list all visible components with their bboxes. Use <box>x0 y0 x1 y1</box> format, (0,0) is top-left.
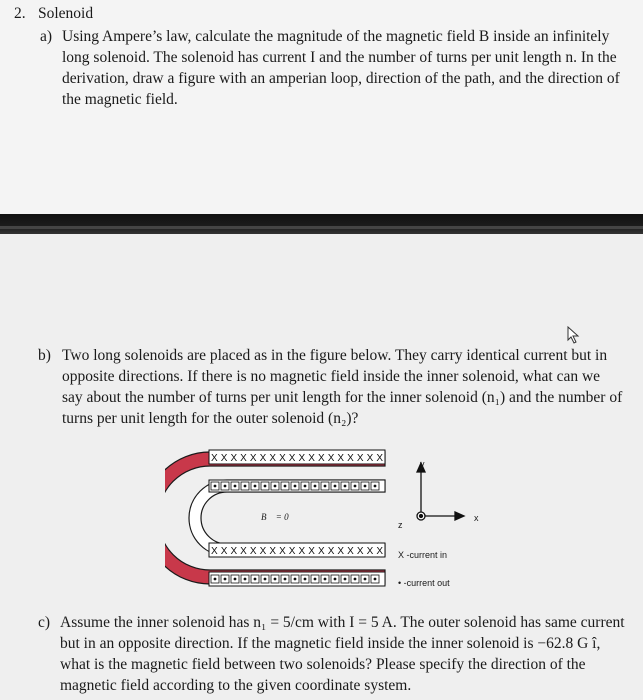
legend-current-out: • -current out <box>398 578 450 588</box>
part-a-text: Using Ampere’s law, calculate the magnitude of the magnetic field B inside an infinitely long solenoid. The solenoid has current I and the number of turns per unit length n. In the derivation, draw a figure with an amperian loop, direction of the path, and the direction of the magnetic field. <box>62 28 620 108</box>
part-b-text: Two long solenoids are placed as in the figure below. They carry identical current but in opposite directions. If there is no magnetic field inside the inner solenoid, what can we say about the number of turns per unit length for the inner solenoid (n₁) and the number of turns per unit length for the outer solenoid (n₂)? <box>62 347 623 427</box>
solenoid-figure <box>165 448 485 593</box>
axis-x-label: x <box>474 513 479 523</box>
problem-title: Solenoid <box>38 5 94 22</box>
problem-number: 2. <box>14 5 26 22</box>
b-zero-label: B⃗ = 0 <box>261 512 289 522</box>
part-c-label: c) <box>38 614 51 631</box>
current-in-strip-inner-bottom <box>209 543 385 557</box>
current-out-strip-inner-top <box>209 480 385 492</box>
mouse-pointer-icon <box>566 326 580 344</box>
axis-z-label: z <box>398 520 403 530</box>
svg-text:XXXXXXXXXXXXXXXXXX: XXXXXXXXXXXXXXXXXX <box>211 453 383 464</box>
black-divider-bar <box>0 214 643 234</box>
legend-current-in: X -current in <box>398 550 448 560</box>
part-b-label: b) <box>38 347 51 364</box>
current-out-strip-bottom <box>209 572 385 586</box>
part-c-text: Assume the inner solenoid has n₁ = 5/cm with I = 5 A. The outer solenoid has same current but in an opposite direction. If the magnetic field inside the inner solenoid is −62.8 G î, what is the magnetic field between two solenoids? Please specify the direction of the magnetic field according to the given coordinate system. <box>60 614 625 694</box>
axis-y-label: y <box>420 459 425 469</box>
coordinate-axes <box>417 463 464 520</box>
current-in-strip-top <box>209 450 385 464</box>
part-a-label: a) <box>40 28 53 45</box>
svg-text:XXXXXXXXXXXXXXXXXX: XXXXXXXXXXXXXXXXXX <box>211 546 383 557</box>
